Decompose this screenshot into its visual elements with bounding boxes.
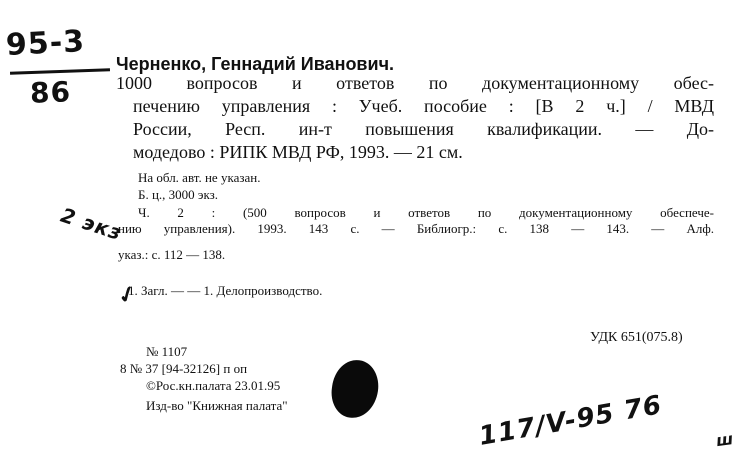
contents-line: нию управления). 1993. 143 с. — Библиогр.: с. 138 — 143. — Алф. [118,221,714,236]
shelf-mark-rule [10,68,110,74]
registration-code: 8 № 37 [94-32126] п оп [120,361,248,376]
title-line: 1000 вопросов и ответов по документационному обес- [116,73,714,93]
shelf-mark-top: 95-3 [5,23,86,64]
registration-copyright: ©Рос.кн.палата 23.01.95 [146,378,281,393]
handwritten-copies-note: 2 экз [57,202,126,246]
handwritten-accession-number: 117/V-95 76 [476,390,665,452]
shelf-mark-bottom: 86 [29,75,72,110]
check-mark-icon: ✓ [114,279,140,310]
ink-blot [328,357,382,421]
title-line: модедово : РИПК МВД РФ, 1993. — 21 см. [133,142,463,162]
udk-classification: УДК 651(075.8) [590,330,683,345]
author-heading: Черненко, Геннадий Иванович. [116,54,395,74]
contents-line: Ч. 2 : (500 вопросов и ответов по документационному обеспече- [138,205,714,220]
note-line: На обл. авт. не указан. [138,170,261,185]
title-line: России, Респ. ин-т повышения квалификации. — До- [133,119,714,139]
title-line: печению управления : Учеб. пособие : [В 2 ч.] / МВД [133,96,714,116]
handwritten-corner-mark: ш [714,428,736,451]
registration-publisher: Изд-во "Книжная палата" [146,398,288,413]
tracings: 1. Загл. — — 1. Делопроизводство. [128,283,323,298]
note-line: Б. ц., 3000 экз. [138,187,219,202]
registration-number: № 1107 [146,344,188,359]
contents-line: указ.: с. 112 — 138. [118,247,226,262]
